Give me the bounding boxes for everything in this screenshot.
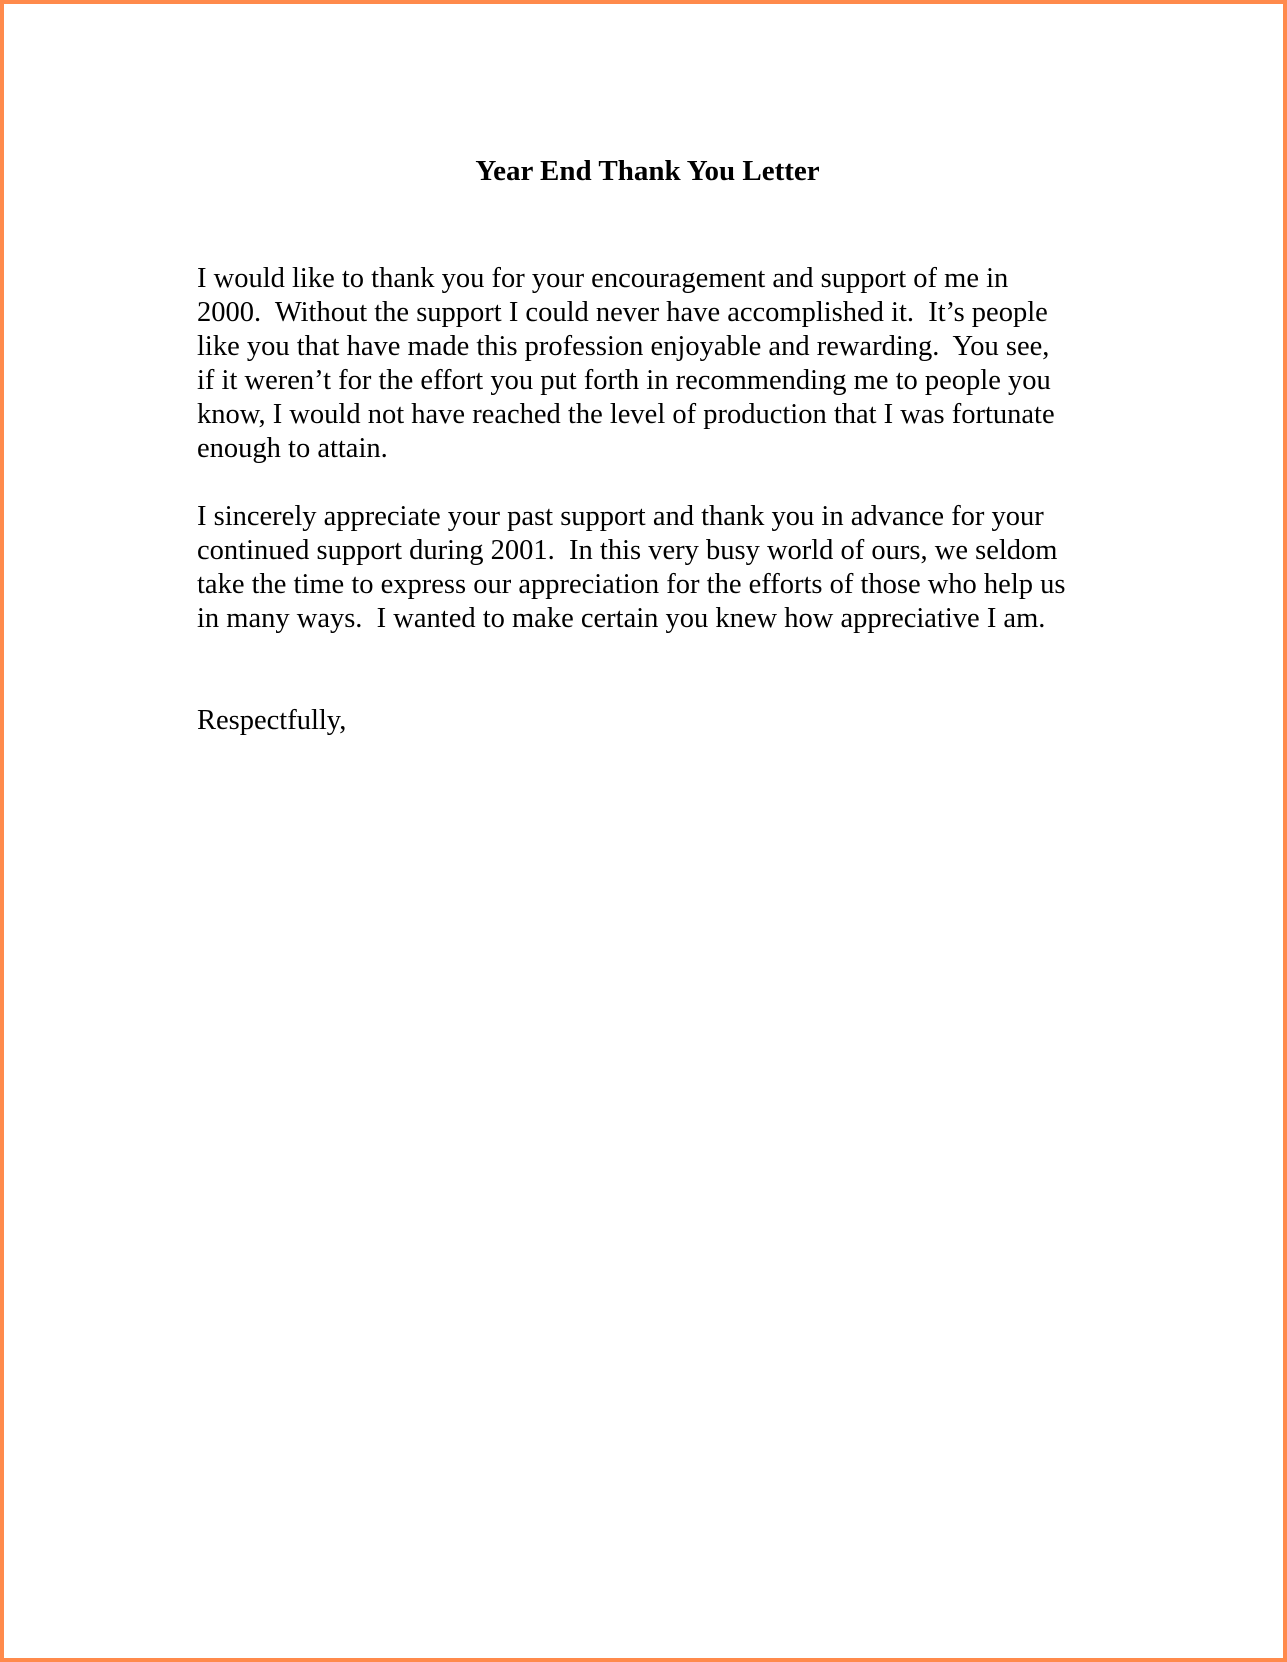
paragraph-line: 2000. Without the support I could never have accomplished it. It’s people — [197, 297, 1048, 328]
paragraph-line: like you that have made this profession enjoyable and rewarding. You see, — [197, 331, 1050, 362]
paragraph-line: know, I would not have reached the level of production that I was fortunate — [197, 399, 1055, 430]
paragraph-line: continued support during 2001. In this very busy world of ours, we seldom — [197, 535, 1058, 566]
paragraph-1 — [197, 262, 1055, 466]
closing-text: Respectfully, — [197, 705, 347, 736]
paragraph-2 — [197, 500, 1065, 636]
paragraph-line: take the time to express our appreciation for the efforts of those who help us — [197, 569, 1066, 600]
paragraph-line: if it weren’t for the effort you put forth in recommending me to people you — [197, 365, 1051, 396]
closing-line — [197, 704, 346, 738]
paragraph-line: enough to attain. — [197, 433, 388, 464]
paragraph-line: I sincerely appreciate your past support and thank you in advance for your — [197, 501, 1044, 532]
paragraph-line: I would like to thank you for your encouragement and support of me in — [197, 263, 1009, 294]
paragraph-line: in many ways. I wanted to make certain you knew how appreciative I am. — [197, 603, 1046, 634]
letter-title: Year End Thank You Letter — [475, 155, 820, 187]
